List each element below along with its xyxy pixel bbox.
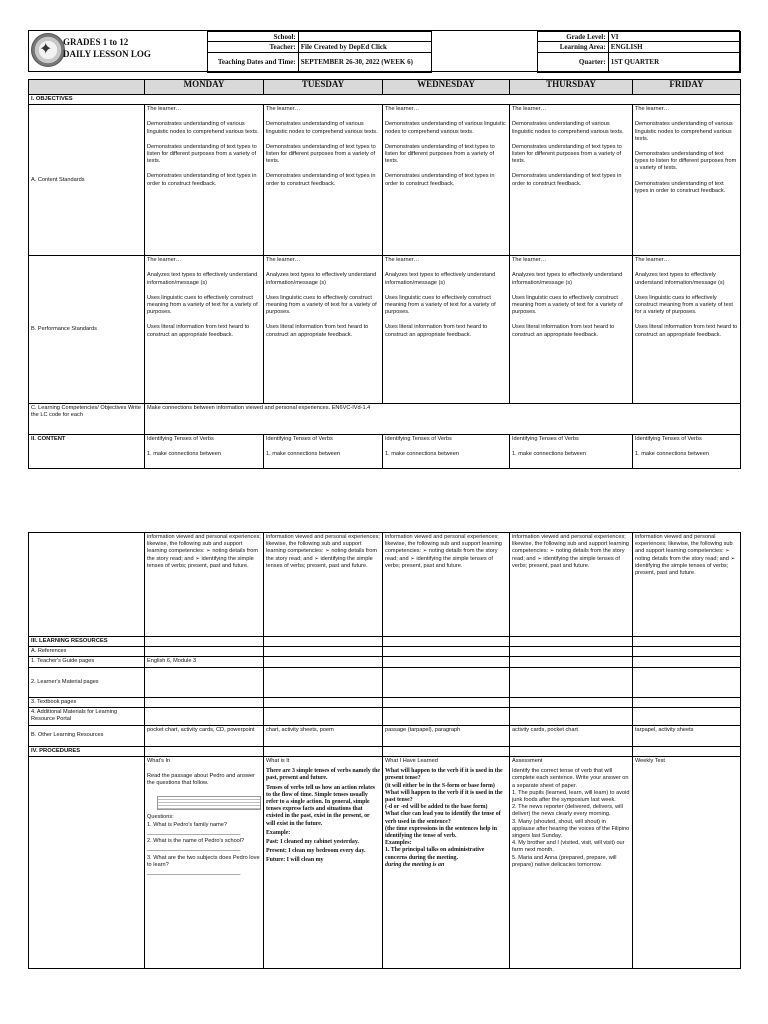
content-standards-monday: The learner… Demonstrates understanding of various linguistic nodes to comprehend various texts. Demonstrates understanding of text types to listen for different purposes from a variety of texts. Demonstrates understanding of text types in order to construct feedback.: [145, 105, 264, 256]
quarter-value: 1ST QUARTER: [608, 52, 740, 73]
content-continued-tuesday: information viewed and personal experiences; likewise, the following sub and support learning competencies: ➢ noting details from the story read; and ➢ identifying the simple tenses of verbs; present, past and future.: [264, 533, 383, 637]
portal-label: 4. Additional Materials for Learning Resource Portal: [29, 707, 145, 725]
references-row: [29, 647, 741, 657]
references-label: A. References: [29, 647, 145, 657]
learners-material-label: 2. Learner's Material pages: [29, 667, 145, 697]
school-value: [298, 32, 432, 42]
performance-standards-monday: The learner… Analyzes text types to effectively understand information/message (s) Uses linguistic cues to effectively construct meaning from a variety of text for a variety of purposes. Uses literal information from text heard to construct an appropriate feedback.: [145, 256, 264, 404]
teachers-guide-row: [29, 657, 741, 667]
content-wednesday: Identifying Tenses of Verbs 1. make connections between: [383, 435, 510, 469]
teacher-label: Teacher:: [208, 42, 299, 52]
grade-label: Grade Level:: [538, 32, 609, 42]
textbook-label: 3. Textbook pages: [29, 697, 145, 707]
competencies-label: C. Learning Competencies/ Objectives Write the LC code for each: [29, 404, 145, 435]
content-standards-row: [29, 105, 741, 256]
other-resources-label: B. Other Learning Resources: [29, 725, 145, 746]
content-thursday: Identifying Tenses of Verbs 1. make connections between: [510, 435, 633, 469]
content-heading: II. CONTENT: [29, 435, 145, 469]
content-continued-wednesday: information viewed and personal experiences; likewise, the following sub and support learning competencies: ➢ noting details from the story read; and ➢ identifying the simple tenses of verbs; present, past and future.: [383, 533, 510, 637]
day-tuesday: TUESDAY: [264, 80, 383, 95]
day-header-row: [29, 80, 741, 95]
procedures-heading: IV. PROCEDURES: [29, 746, 145, 756]
performance-standards-friday: The learner… Analyzes text types to effectively understand information/message (s) Uses linguistic cues to effectively construct meaning from a variety of text for a variety of purposes. Uses literal information from text heard to construct an appropriate feedback.: [633, 256, 741, 404]
other-resources-friday: tarpapel, activity sheets: [633, 725, 741, 746]
dll-table-page2: [28, 532, 741, 969]
content-standards-thursday: The learner… Demonstrates understanding of various linguistic nodes to comprehend various texts. Demonstrates understanding of text types to listen for different purposes from a variety of texts. Demonstrates understanding of text types in order to construct feedback.: [510, 105, 633, 256]
grade-value: VI: [608, 32, 740, 42]
resources-heading-row: [29, 637, 741, 647]
day-friday: FRIDAY: [633, 80, 741, 95]
portal-row: [29, 707, 741, 725]
day-wednesday: WEDNESDAY: [383, 80, 510, 95]
dll-table-page1: [28, 79, 741, 469]
passage-image: [157, 796, 261, 810]
dates-label: Teaching Dates and Time:: [208, 52, 299, 73]
other-resources-wednesday: passage (tarpapel), paragraph: [383, 725, 510, 746]
day-monday: MONDAY: [145, 80, 264, 95]
content-monday: Identifying Tenses of Verbs 1. make connections between: [145, 435, 264, 469]
content-standards-tuesday: The learner… Demonstrates understanding of various linguistic nodes to comprehend various texts. Demonstrates understanding of text types to listen for different purposes from a variety of texts. Demonstrates understanding of text types in order to construct feedback.: [264, 105, 383, 256]
header-block: [28, 30, 740, 72]
content-tuesday: Identifying Tenses of Verbs 1. make connections between: [264, 435, 383, 469]
teachers-guide-monday: English 6, Module 3: [145, 657, 264, 667]
header-info-grid: [207, 31, 741, 73]
deped-seal-icon: ✦: [31, 33, 65, 67]
content-standards-label: A. Content Standards: [29, 105, 145, 256]
title-line1: GRADES 1 to 12: [63, 37, 129, 47]
log-title: [63, 36, 151, 60]
textbook-row: [29, 697, 741, 707]
quarter-label: Quarter:: [538, 52, 609, 73]
procedures-row: [29, 757, 741, 969]
procedures-heading-row: [29, 746, 741, 756]
performance-standards-label: B. Performance Standards: [29, 256, 145, 404]
content-continued-monday: information viewed and personal experiences; likewise, the following sub and support learning competencies: ➢ noting details from the story read; and ➢ identifying the simple tenses of verbs; present, past and future.: [145, 533, 264, 637]
procedure-title-thursday: Assessment: [512, 758, 543, 765]
procedures-friday: [633, 757, 741, 969]
objectives-heading-row: [29, 95, 741, 105]
title-line2: DAILY LESSON LOG: [63, 49, 151, 59]
content-friday: Identifying Tenses of Verbs 1. make connections between: [633, 435, 741, 469]
other-resources-thursday: activity cards, pocket chart: [510, 725, 633, 746]
dates-value: SEPTEMBER 26-30, 2022 (WEEK 6): [298, 52, 432, 73]
teacher-value: File Created by DepEd Click: [298, 42, 432, 52]
procedures-tuesday: What is It There are 3 simple tenses of verbs namely the past, present and future. Tenses of verbs tell us how an action relates to the flow of time. Simple tenses usually refer to a single action. In general, simple tenses express facts and situations that existed in the past, exist in the present, or will exist in the future. Example: Past: I cleaned my cabinet yesterday. Present: I clean my bedroom every day. Future: I will clean my: [264, 757, 383, 969]
other-resources-monday: pocket chart, activity cards, CD, powerpoint: [145, 725, 264, 746]
other-resources-tuesday: chart, activity sheets, poem: [264, 725, 383, 746]
area-value: ENGLISH: [608, 42, 740, 52]
teachers-guide-label: 1. Teacher's Guide pages: [29, 657, 145, 667]
day-thursday: THURSDAY: [510, 80, 633, 95]
school-label: School:: [208, 32, 299, 42]
performance-standards-thursday: The learner… Analyzes text types to effectively understand information/message (s) Uses linguistic cues to effectively construct meaning from a variety of text for a variety of purposes. Uses literal information from text heard to construct an appropriate feedback.: [510, 256, 633, 404]
performance-standards-tuesday: The learner… Analyzes text types to effectively understand information/message (s) Uses linguistic cues to effectively construct meaning from a variety of text for a variety of purposes. Uses literal information from text heard to construct an appropriate feedback.: [264, 256, 383, 404]
procedure-title-tuesday: What is It: [266, 758, 290, 765]
procedure-title-friday: Weekly Test: [635, 758, 665, 765]
performance-standards-row: [29, 256, 741, 404]
other-resources-row: [29, 725, 741, 746]
procedure-title-wednesday: What I Have Learned: [385, 758, 438, 765]
competencies-value: Make connections between information viewed and personal experiences. EN6VC-IVd-1.4: [145, 404, 741, 435]
procedures-thursday: Assessment Identify the correct tense of verb that will complete each sentence. Write your answer on a separate sheet of paper. 1. The pupils (learned, learn, will learn) to avoid junk foods after the symposium last week. 2. The news reporter (delivered, delivers, will deliver) the news clearly every morning. 3. Many (shouted, shout, will shout) in applause after hearing the voices of the Filipino singers last Sunday. 4. My brother and I (visited, visit, will visit) our farm next month. 5. Maria and Anna (prepared, prepare, will prepare) native delicacies tomorrow.: [510, 757, 633, 969]
content-continued-friday: information viewed and personal experiences; likewise, the following sub and support learning competencies: ➢ noting details from the story read; and ➢ identifying the simple tenses of verbs; present, past and future.: [633, 533, 741, 637]
content-row: [29, 435, 741, 469]
procedures-monday: What's In Read the passage about Pedro and answer the questions that follow. Questions: 1. What is Pedro's family name? ______________________________ 2. What is the name of Pedro's school? ______________________________ 3. What are the two subjects does Pedro love to learn? ______________________________: [145, 757, 264, 969]
objectives-heading: I. OBJECTIVES: [29, 95, 741, 105]
competencies-row: [29, 404, 741, 435]
resources-heading: III. LEARNING RESOURCES: [29, 637, 145, 647]
content-standards-wednesday: The learner… Demonstrates understanding of various linguistic nodes to comprehend various texts. Demonstrates understanding of text types to listen for different purposes from a variety of texts. Demonstrates understanding of text types in order to construct feedback.: [383, 105, 510, 256]
procedures-wednesday: What I Have Learned What will happen to the verb if it is used in the present tense? (it will either be in the S-form or base form) What will happen to the verb if it is used in the past tense? (-d or -ed will be added to the base form) What clue can lead you to identify the tense of verb used in the sentence? (the time expressions in the sentences help in identifying the tense of verb. Examples: 1. The principal talks on administrative concerns during the meeting. during the meeting is an: [383, 757, 510, 969]
content-continued-thursday: information viewed and personal experiences; likewise, the following sub and support learning competencies: ➢ noting details from the story read; and ➢ identifying the simple tenses of verbs; present, past and future.: [510, 533, 633, 637]
procedure-title-monday: What's In: [147, 758, 171, 765]
content-continued-row: [29, 533, 741, 637]
content-standards-friday: The learner… Demonstrates understanding of various linguistic nodes to comprehend various texts. Demonstrates understanding of text types to listen for different purposes from a variety of texts. Demonstrates understanding of text types in order to construct feedback.: [633, 105, 741, 256]
performance-standards-wednesday: The learner… Analyzes text types to effectively understand information/message (s) Uses linguistic cues to effectively construct meaning from a variety of text for a variety of purposes. Uses literal information from text heard to construct an appropriate feedback.: [383, 256, 510, 404]
learners-material-row: [29, 667, 741, 697]
area-label: Learning Area:: [538, 42, 609, 52]
